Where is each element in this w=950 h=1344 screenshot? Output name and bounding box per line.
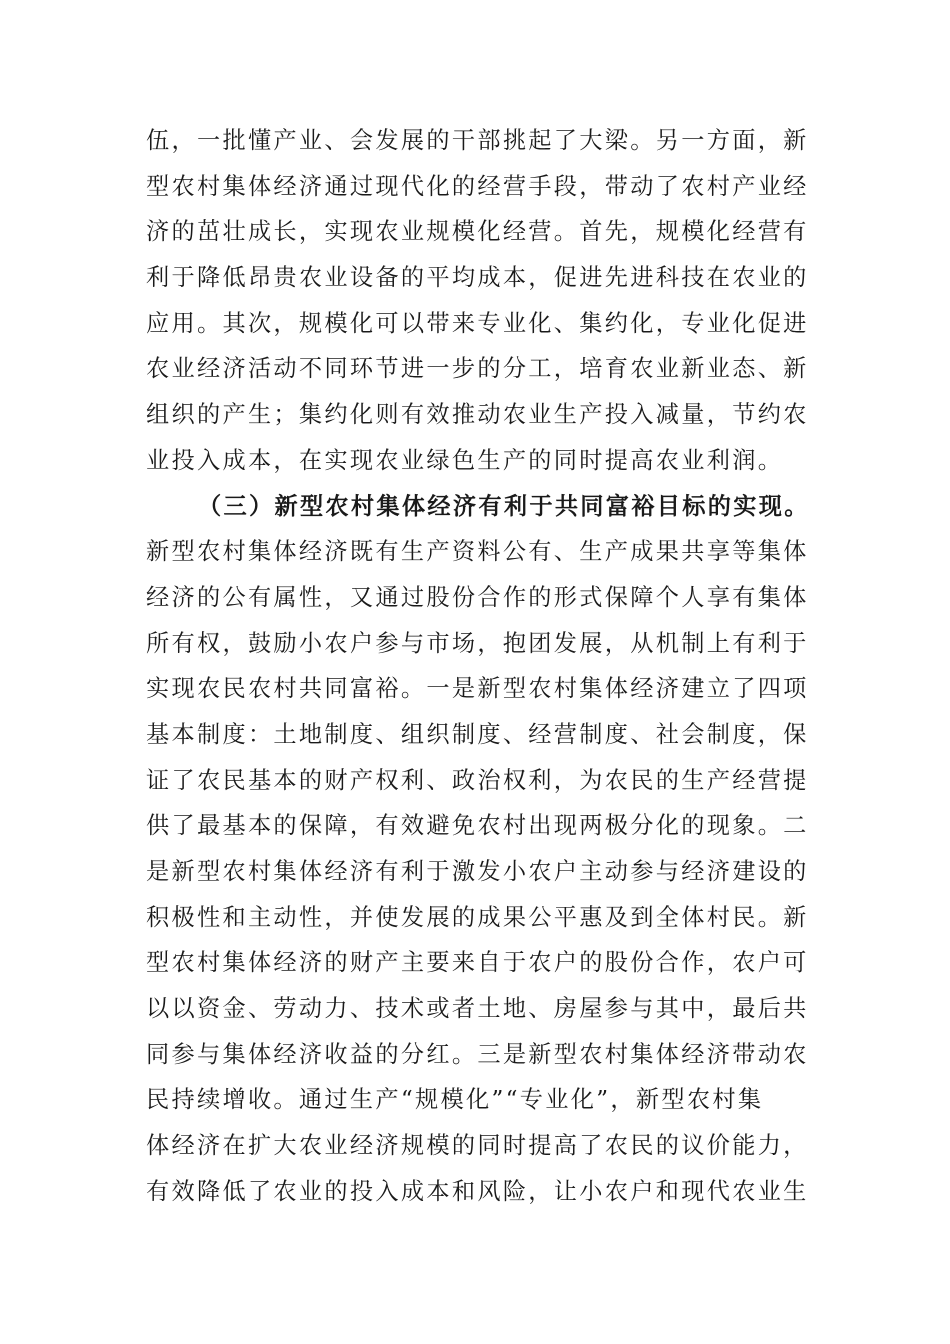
paragraph-line: 同参与集体经济收益的分红。三是新型农村集体经济带动农 — [146, 1040, 809, 1068]
paragraph-line: 积极性和主动性，并使发展的成果公平惠及到全体村民。新 — [146, 903, 809, 931]
paragraph-line: 伍，一批懂产业、会发展的干部挑起了大梁。另一方面，新 — [146, 127, 809, 154]
body-text — [146, 118, 816, 1215]
paragraph-line: 组织的产生；集约化则有效推动农业生产投入减量，节约农 — [146, 401, 809, 429]
paragraph-line: 农业经济活动不同环节进一步的分工，培育农业新业态、新 — [146, 355, 809, 383]
paragraph-line: 利于降低昂贵农业设备的平均成本，促进先进科技在农业的 — [146, 264, 809, 292]
paragraph-line: 证了农民基本的财产权利、政治权利，为农民的生产经营提 — [146, 766, 809, 794]
paragraph-line: 所有权，鼓励小农户参与市场，抱团发展，从机制上有利于 — [146, 629, 809, 657]
paragraph-line: 新型农村集体经济既有生产资料公有、生产成果共享等集体 — [146, 538, 809, 566]
paragraph-line: 济的茁壮成长，实现农业规模化经营。首先，规模化经营有 — [146, 218, 809, 246]
section-heading: （三）新型农村集体经济有利于共同富裕目标的实现。 — [198, 492, 810, 520]
paragraph-line: 民持续增收。通过生产“规模化”“专业化”，新型农村集 — [146, 1086, 764, 1114]
paragraph-line: 基本制度：土地制度、组织制度、经营制度、社会制度，保 — [146, 720, 809, 748]
paragraph-line: 供了最基本的保障，有效避免农村出现两极分化的现象。二 — [146, 812, 809, 840]
paragraph-line: 经济的公有属性，又通过股份合作的形式保障个人享有集体 — [146, 583, 809, 611]
paragraph-line: 是新型农村集体经济有利于激发小农户主动参与经济建设的 — [146, 858, 809, 885]
paragraph-line: 以以资金、劳动力、技术或者土地、房屋参与其中，最后共 — [146, 995, 809, 1023]
paragraph-line: 型农村集体经济的财产主要来自于农户的股份合作，农户可 — [146, 949, 809, 977]
paragraph-line: 应用。其次，规模化可以带来专业化、集约化，专业化促进 — [146, 309, 809, 337]
paragraph-line: 型农村集体经济通过现代化的经营手段，带动了农村产业经 — [146, 172, 809, 200]
paragraph-line: 体经济在扩大农业经济规模的同时提高了农民的议价能力， — [146, 1132, 809, 1160]
paragraph-line: 业投入成本，在实现农业绿色生产的同时提高农业利润。 — [146, 446, 784, 474]
paragraph-line: 有效降低了农业的投入成本和风险，让小农户和现代农业生 — [146, 1177, 809, 1205]
paragraph-line: 实现农民农村共同富裕。一是新型农村集体经济建立了四项 — [146, 675, 809, 703]
